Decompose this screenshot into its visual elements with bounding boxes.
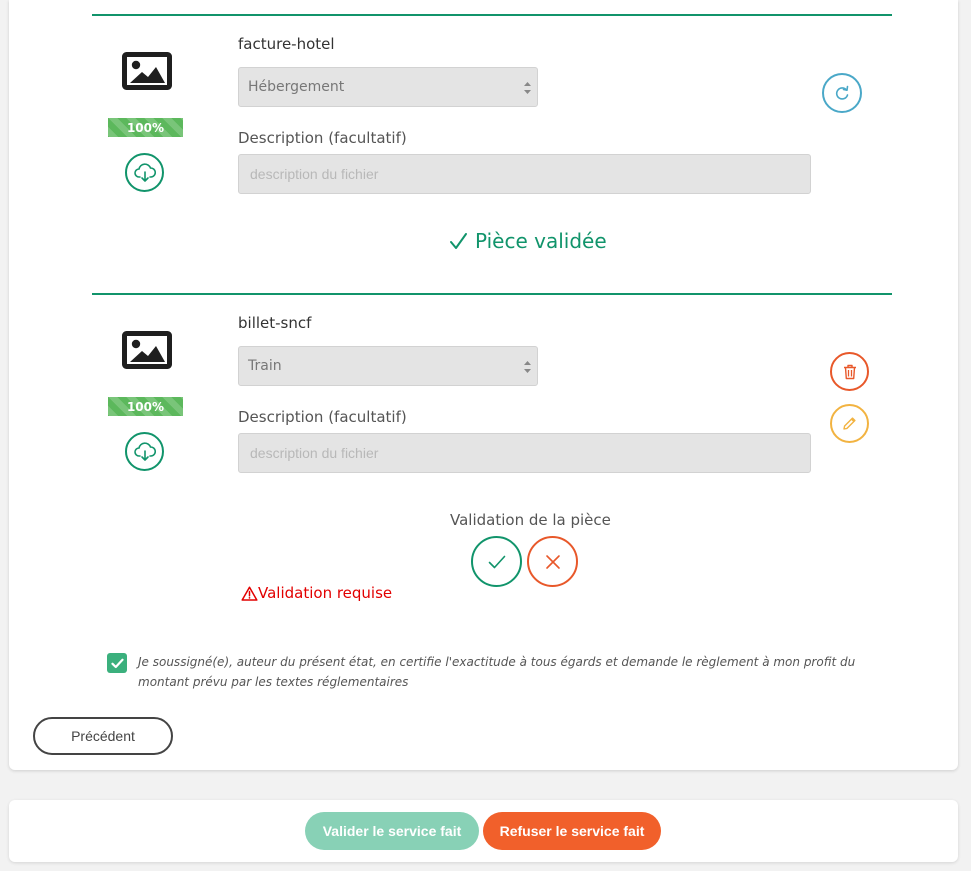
delete-button[interactable] xyxy=(830,352,869,391)
validation-label: Validation de la pièce xyxy=(450,511,611,529)
checkbox-check-icon xyxy=(111,658,124,669)
validated-status-text: Pièce validée xyxy=(475,229,607,253)
edit-button[interactable] xyxy=(830,404,869,443)
cloud-download-icon xyxy=(134,442,156,462)
reject-piece-button[interactable] xyxy=(527,536,578,587)
category-select-value: Train xyxy=(248,358,282,374)
download-button[interactable] xyxy=(125,432,164,471)
category-select[interactable] xyxy=(238,67,538,107)
footer-actions xyxy=(9,800,958,862)
select-arrows-icon xyxy=(523,80,532,96)
upload-progress-bar xyxy=(108,118,183,137)
cloud-download-icon xyxy=(134,163,156,183)
description-label: Description (facultatif) xyxy=(238,129,407,147)
progress-label: 100% xyxy=(126,399,165,414)
checkmark-icon xyxy=(488,555,506,569)
description-label: Description (facultatif) xyxy=(238,408,407,426)
file-name: billet-sncf xyxy=(238,314,312,332)
validation-required-text: Validation requise xyxy=(258,584,393,602)
validation-required-warning xyxy=(241,584,392,602)
previous-button[interactable]: Précédent xyxy=(33,717,173,755)
progress-label: 100% xyxy=(126,120,165,135)
certification-checkbox[interactable] xyxy=(107,653,127,673)
image-icon xyxy=(122,331,172,369)
close-icon xyxy=(545,554,561,570)
reset-validation-button[interactable] xyxy=(822,73,862,113)
accept-piece-button[interactable] xyxy=(471,536,522,587)
category-select-value: Hébergement xyxy=(248,79,345,95)
description-input[interactable] xyxy=(238,154,811,194)
category-select[interactable] xyxy=(238,346,538,386)
upload-progress-bar xyxy=(108,397,183,416)
warning-icon xyxy=(241,586,258,601)
checkmark-icon xyxy=(449,232,468,251)
description-input[interactable] xyxy=(238,433,811,473)
pencil-icon xyxy=(842,416,857,431)
form-card xyxy=(9,0,958,770)
validated-status xyxy=(449,229,607,253)
select-arrows-icon xyxy=(523,359,532,375)
refuse-service-button[interactable]: Refuser le service fait xyxy=(483,812,661,850)
section-divider xyxy=(92,14,892,16)
redo-icon xyxy=(833,84,851,102)
certification-text: Je soussigné(e), auteur du présent état, en certifie l'exactitude à tous égards et demande le règlement à mon profit du montant prévu par les textes réglementaires xyxy=(138,655,856,689)
trash-icon xyxy=(843,364,857,380)
file-name: facture-hotel xyxy=(238,35,335,53)
certification-row xyxy=(107,652,867,692)
validate-service-button[interactable]: Valider le service fait xyxy=(305,812,479,850)
image-icon xyxy=(122,52,172,90)
section-divider xyxy=(92,293,892,295)
download-button[interactable] xyxy=(125,153,164,192)
